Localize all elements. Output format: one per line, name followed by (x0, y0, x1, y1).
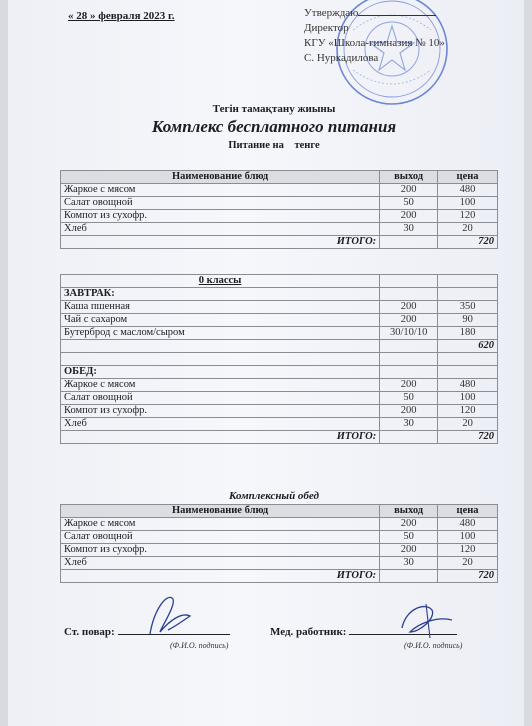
dish-name: Салат овощной (61, 531, 380, 544)
med-label: Мед. работник: (270, 626, 347, 638)
dish-out: 200 (380, 518, 438, 531)
dish-name: Хлеб (61, 223, 380, 236)
total-label: ИТОГО: (61, 570, 380, 583)
dish-out: 50 (380, 197, 438, 210)
cook-signature-icon (140, 590, 200, 640)
dish-name: Хлеб (61, 418, 380, 431)
col-name-header: Наименование блюд (61, 505, 380, 518)
dish-out: 200 (380, 405, 438, 418)
breakfast-total: 620 (438, 340, 498, 353)
table-row (61, 210, 498, 223)
total-label: ИТОГО: (61, 431, 380, 444)
table-row (61, 418, 498, 431)
dish-price: 100 (438, 197, 498, 210)
subtitle-right: тенге (294, 140, 320, 151)
table-row (61, 518, 498, 531)
med-signature-icon (396, 598, 458, 644)
dish-price: 90 (438, 314, 498, 327)
col-price-header: цена (438, 171, 498, 184)
cook-caption: (Ф.И.О. подпись) (170, 641, 229, 650)
dish-name: Жаркое с мясом (61, 184, 380, 197)
dish-out: 30 (380, 418, 438, 431)
col-price-header: цена (438, 505, 498, 518)
dish-out: 200 (380, 301, 438, 314)
dish-price: 20 (438, 223, 498, 236)
total-row (61, 236, 498, 249)
meal-row (61, 366, 498, 379)
dish-out: 50 (380, 392, 438, 405)
empty-row (61, 353, 498, 366)
total-row (61, 431, 498, 444)
col-out-header: выход (380, 505, 438, 518)
document-page (8, 0, 524, 726)
table-3-title: Комплексный обед (228, 490, 319, 502)
subtitle-left: Питание на (228, 140, 284, 151)
table-row (61, 531, 498, 544)
lunch-label: ОБЕД: (61, 366, 380, 379)
med-caption: (Ф.И.О. подпись) (404, 641, 463, 650)
subtotal-row (61, 340, 498, 353)
table-header-row (61, 171, 498, 184)
section-row (61, 275, 498, 288)
dish-price: 100 (438, 392, 498, 405)
total-value: 720 (438, 570, 498, 583)
document-date: « 28 » февраля 2023 г. (68, 10, 175, 22)
dish-price: 100 (438, 531, 498, 544)
breakfast-label: ЗАВТРАК: (61, 288, 380, 301)
col-out-header: выход (380, 171, 438, 184)
approve-line-2: Директор (304, 22, 349, 34)
table-row (61, 405, 498, 418)
dish-name: Компот из сухофр. (61, 210, 380, 223)
dish-price: 480 (438, 518, 498, 531)
dish-out: 200 (380, 314, 438, 327)
dish-out: 200 (380, 544, 438, 557)
total-label: ИТОГО: (61, 236, 380, 249)
section-title: 0 классы (61, 275, 380, 288)
subtitle (8, 140, 524, 151)
dish-out: 200 (380, 184, 438, 197)
dish-out: 30/10/10 (380, 327, 438, 340)
dish-out: 30 (380, 223, 438, 236)
dish-name: Компот из сухофр. (61, 405, 380, 418)
dish-name: Компот из сухофр. (61, 544, 380, 557)
table-row (61, 314, 498, 327)
dish-price: 350 (438, 301, 498, 314)
table-row (61, 327, 498, 340)
table-row (61, 557, 498, 570)
menu-table-3 (60, 504, 498, 583)
dish-out: 200 (380, 210, 438, 223)
dish-name: Каша пшенная (61, 301, 380, 314)
total-value: 720 (438, 236, 498, 249)
meal-row (61, 288, 498, 301)
dish-out: 200 (380, 379, 438, 392)
menu-table-2 (60, 274, 498, 444)
dish-price: 20 (438, 557, 498, 570)
table-row (61, 544, 498, 557)
dish-name: Жаркое с мясом (61, 379, 380, 392)
dish-name: Хлеб (61, 557, 380, 570)
dish-out: 50 (380, 531, 438, 544)
col-name-header: Наименование блюд (61, 171, 380, 184)
dish-name: Салат овощной (61, 197, 380, 210)
russian-title: Комплекс бесплатного питания (151, 117, 397, 136)
approve-line-1: Утверждаю (304, 7, 359, 19)
dish-price: 120 (438, 544, 498, 557)
dish-price: 480 (438, 379, 498, 392)
dish-price: 180 (438, 327, 498, 340)
table-row (61, 301, 498, 314)
approve-line-3: КГУ «Школа-гимназия № 10» (304, 37, 445, 49)
approve-line-4: С. Нуркадилова (304, 52, 379, 64)
kazakh-title: Тегін тамақтану жиыны (212, 103, 336, 115)
dish-out: 30 (380, 557, 438, 570)
dish-name: Чай с сахаром (61, 314, 380, 327)
dish-name: Салат овощной (61, 392, 380, 405)
dish-price: 120 (438, 405, 498, 418)
total-row (61, 570, 498, 583)
table-row (61, 223, 498, 236)
menu-table-1 (60, 170, 498, 249)
dish-name: Жаркое с мясом (61, 518, 380, 531)
cook-label: Ст. повар: (64, 626, 115, 638)
dish-price: 480 (438, 184, 498, 197)
total-value: 720 (438, 431, 498, 444)
table-header-row (61, 505, 498, 518)
table-row (61, 392, 498, 405)
approval-block (304, 6, 445, 66)
table-row (61, 184, 498, 197)
dish-name: Бутерброд с маслом/сыром (61, 327, 380, 340)
table-row (61, 197, 498, 210)
dish-price: 20 (438, 418, 498, 431)
table-row (61, 379, 498, 392)
dish-price: 120 (438, 210, 498, 223)
